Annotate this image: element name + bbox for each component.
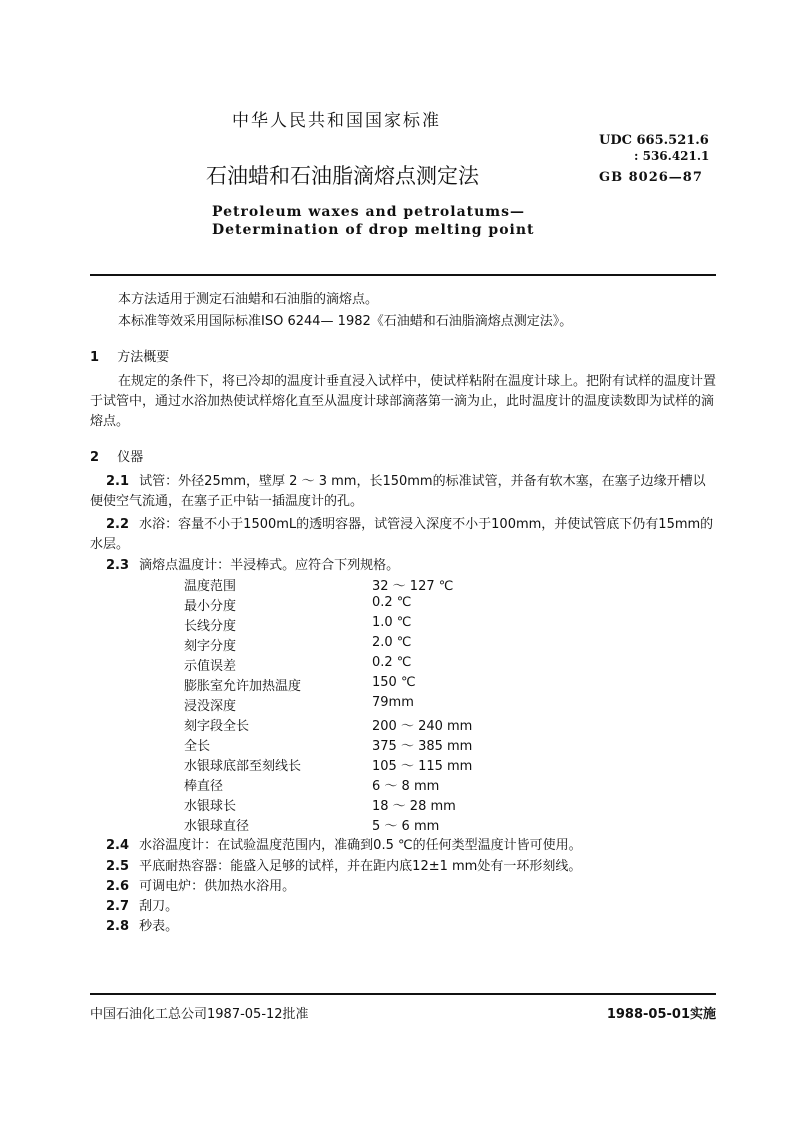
spec-label: 浸没深度 [184, 699, 237, 714]
section-number: 2 [90, 450, 100, 465]
section-number: 1 [90, 350, 100, 365]
clause-2-1 [90, 472, 716, 512]
clause-text: 刮刀。 [139, 899, 179, 914]
clause-text: 滴熔点温度计：半浸棒式。应符合下列规格。 [139, 558, 400, 573]
gb-code: GB 8026—87 [599, 170, 703, 185]
spec-label: 温度范围 [184, 579, 237, 594]
spec-label: 刻字分度 [184, 639, 237, 654]
section-2-heading [90, 446, 143, 465]
spec-value: 0.2 ℃ [372, 655, 412, 670]
header-divider [90, 274, 716, 276]
english-title-line-1: Petroleum waxes and petrolatums— [212, 204, 525, 220]
spec-label: 水银球直径 [184, 819, 250, 834]
clause-number: 2.2 [106, 517, 130, 532]
clause-number: 2.5 [106, 859, 130, 874]
spec-value: 79mm [372, 695, 414, 710]
intro-equivalence: 本标准等效采用国际标准ISO 6244— 1982《石油蜡和石油脂滴熔点测定法》。 [118, 314, 573, 329]
spec-value: 0.2 ℃ [372, 595, 412, 610]
clause-2-8 [106, 917, 178, 937]
spec-label: 水银球底部至刻线长 [184, 759, 302, 774]
national-standard-heading: 中华人民共和国国家标准 [232, 111, 441, 131]
section-1-heading [90, 346, 169, 365]
clause-text: 试管：外径25mm，壁厚 2 ～ 3 mm，长150mm的标准试管，并备有软木塞，在塞子边缘开槽以便使空气流通，在塞子正中钻一插温度计的孔。 [90, 474, 706, 509]
spec-value: 150 ℃ [372, 675, 416, 690]
spec-label: 最小分度 [184, 599, 237, 614]
document-title: 石油蜡和石油脂滴熔点测定法 [206, 164, 479, 188]
spec-value: 105 ～ 115 mm [372, 759, 473, 774]
spec-label: 示值误差 [184, 659, 237, 674]
intro-scope: 本方法适用于测定石油蜡和石油脂的滴熔点。 [118, 292, 379, 307]
spec-label: 棒直径 [184, 779, 224, 794]
english-title-line-2: Determination of drop melting point [212, 222, 535, 238]
clause-text: 平底耐热容器：能盛入足够的试样，并在距内底12±1 mm处有一环形刻线。 [139, 859, 582, 874]
clause-text: 秒表。 [139, 919, 179, 934]
clause-number: 2.4 [106, 838, 130, 853]
clause-2-4 [106, 836, 582, 856]
clause-2-7 [106, 897, 178, 917]
clause-2-5 [106, 857, 581, 877]
spec-value: 375 ～ 385 mm [372, 739, 473, 754]
clause-text: 水浴温度计：在试验温度范围内，准确到0.5 ℃的任何类型温度计皆可使用。 [139, 838, 582, 853]
spec-value: 200 ～ 240 mm [372, 719, 473, 734]
spec-value: 2.0 ℃ [372, 635, 412, 650]
spec-label: 长线分度 [184, 619, 237, 634]
spec-value: 1.0 ℃ [372, 615, 412, 630]
clause-number: 2.3 [106, 558, 130, 573]
clause-number: 2.1 [106, 474, 130, 489]
section-1-body: 在规定的条件下，将已冷却的温度计垂直浸入试样中，使试样粘附在温度计球上。把附有试样的温度计置于试管中，通过水浴加热使试样熔化直至从温度计球部滴落第一滴为止，此时温度计的温度读数即为试样的滴熔点。 [90, 374, 717, 429]
section-title: 方法概要 [117, 350, 170, 365]
clause-text: 水浴：容量不小于1500mL的透明容器，试管浸入深度不小于100mm，并使试管底下仍有15mm的水层。 [90, 517, 714, 552]
clause-number: 2.7 [106, 899, 130, 914]
udc-code: UDC 665.521.6 [599, 133, 709, 148]
section-title: 仪器 [117, 450, 144, 465]
clause-number: 2.6 [106, 879, 130, 894]
spec-value: 6 ～ 8 mm [372, 779, 440, 794]
clause-2-3 [106, 556, 399, 576]
approval-date: 中国石油化工总公司1987-05-12批准 [90, 1007, 309, 1022]
clause-2-2 [90, 515, 716, 555]
spec-label: 膨胀室允许加热温度 [184, 679, 302, 694]
spec-label: 水银球长 [184, 799, 237, 814]
spec-value: 32 ～ 127 ℃ [372, 579, 454, 594]
clause-number: 2.8 [106, 919, 130, 934]
spec-label: 全长 [184, 739, 211, 754]
spec-label: 刻字段全长 [184, 719, 250, 734]
clause-text: 可调电炉：供加热水浴用。 [139, 879, 296, 894]
spec-value: 18 ～ 28 mm [372, 799, 456, 814]
udc-code-continued: : 536.421.1 [634, 149, 710, 163]
footer-divider [90, 993, 716, 995]
spec-value: 5 ～ 6 mm [372, 819, 440, 834]
clause-2-6 [106, 877, 295, 897]
effective-date: 1988-05-01实施 [606, 1007, 716, 1022]
